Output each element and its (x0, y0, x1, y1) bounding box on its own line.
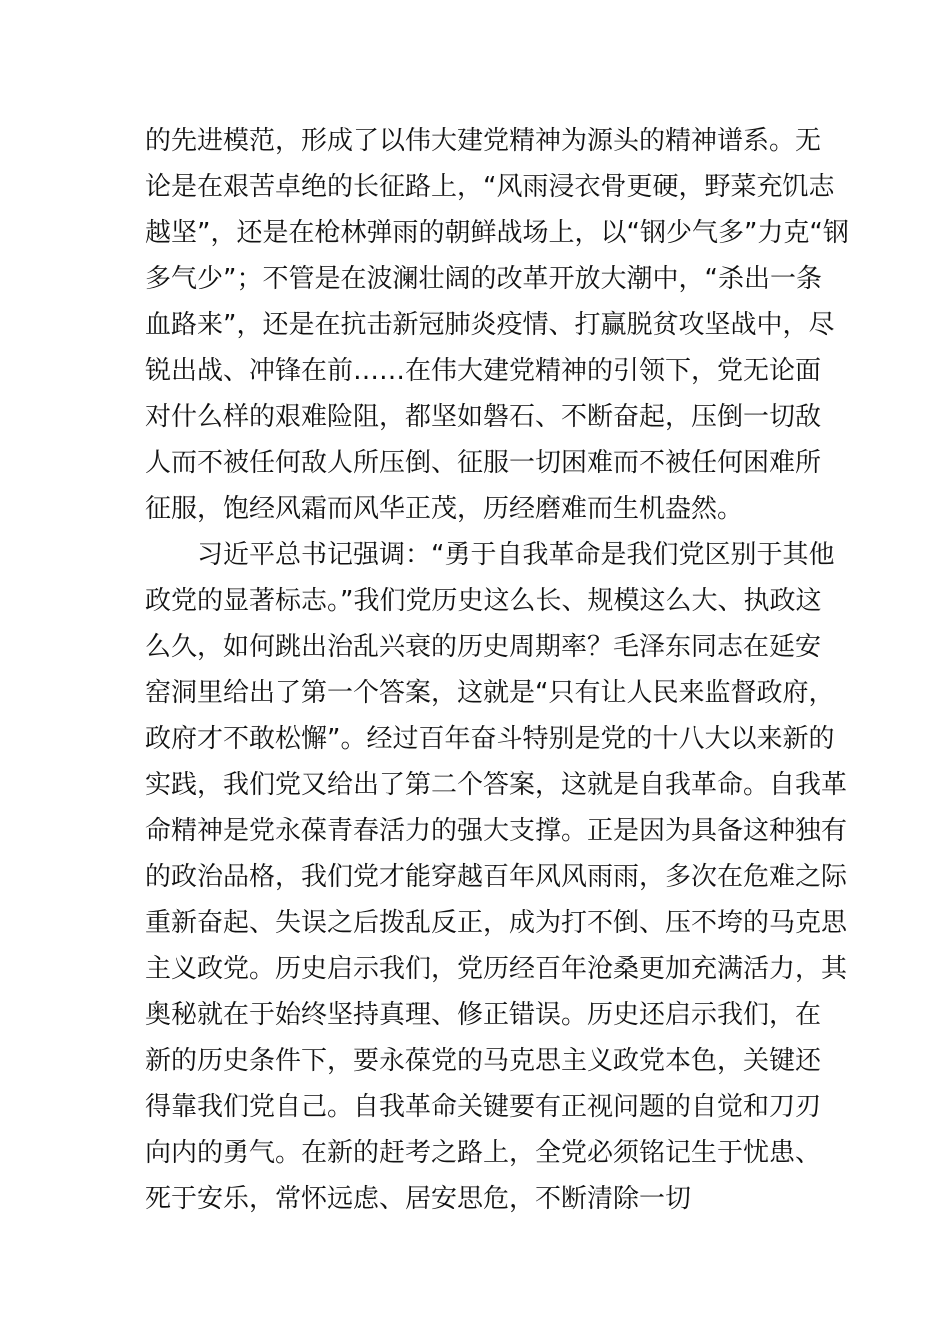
text-line: 血路来”，还是在抗击新冠肺炎疫情、打赢脱贫攻坚战中，尽 (145, 310, 835, 340)
text-line: 死于安乐，常怀远虑、居安思危，不断清除一切 (145, 1184, 692, 1214)
text-line: 政党的显著标志。”我们党历史这么长、规模这么大、执政这 (145, 586, 822, 616)
text-line: 命精神是党永葆青春活力的强大支撑。正是因为具备这种独有 (145, 816, 848, 846)
text-line: 奥秘就在于始终坚持真理、修正错误。历史还启示我们，在 (145, 1000, 822, 1030)
text-line: 主义政党。历史启示我们，党历经百年沧桑更加充满活力，其 (145, 954, 848, 984)
paragraph-1 (145, 118, 849, 532)
text-line: 重新奋起、失误之后拨乱反正，成为打不倒、压不垮的马克思 (145, 908, 848, 938)
paragraph-2 (145, 532, 848, 1222)
text-line: 征服，饱经风霜而风华正茂，历经磨难而生机盎然。 (145, 494, 744, 524)
text-line: 习近平总书记强调：“勇于自我革命是我们党区别于其他 (197, 540, 835, 570)
text-line: 向内的勇气。在新的赶考之路上，全党必须铭记生于忧患、 (145, 1138, 822, 1168)
text-line: 多气少”；不管是在波澜壮阔的改革开放大潮中，“杀出一条 (145, 264, 822, 294)
text-line: 人而不被任何敌人所压倒、征服一切困难而不被任何困难所 (145, 448, 822, 478)
text-line: 的政治品格，我们党才能穿越百年风风雨雨，多次在危难之际 (145, 862, 848, 892)
text-line: 新的历史条件下，要永葆党的马克思主义政党本色，关键还 (145, 1046, 822, 1076)
text-line: 论是在艰苦卓绝的长征路上，“风雨浸衣骨更硬，野菜充饥志 (145, 172, 835, 202)
body-text (145, 118, 849, 1222)
text-line: 的先进模范，形成了以伟大建党精神为源头的精神谱系。无 (145, 126, 822, 156)
text-line: 得靠我们党自己。自我革命关键要有正视问题的自觉和刀刃 (145, 1092, 822, 1122)
text-line: 锐出战、冲锋在前……在伟大建党精神的引领下，党无论面 (145, 356, 822, 386)
text-line: 么久，如何跳出治乱兴衰的历史周期率？毛泽东同志在延安 (145, 632, 822, 662)
text-line: 实践，我们党又给出了第二个答案，这就是自我革命。自我革 (145, 770, 848, 800)
text-line: 政府才不敢松懈”。经过百年奋斗特别是党的十八大以来新的 (145, 724, 835, 754)
text-line: 窑洞里给出了第一个答案，这就是“只有让人民来监督政府， (145, 678, 835, 708)
text-line: 对什么样的艰难险阻，都坚如磐石、不断奋起，压倒一切敌 (145, 402, 822, 432)
text-line: 越坚”，还是在枪林弹雨的朝鲜战场上，以“钢少气多”力克“钢 (145, 218, 849, 248)
